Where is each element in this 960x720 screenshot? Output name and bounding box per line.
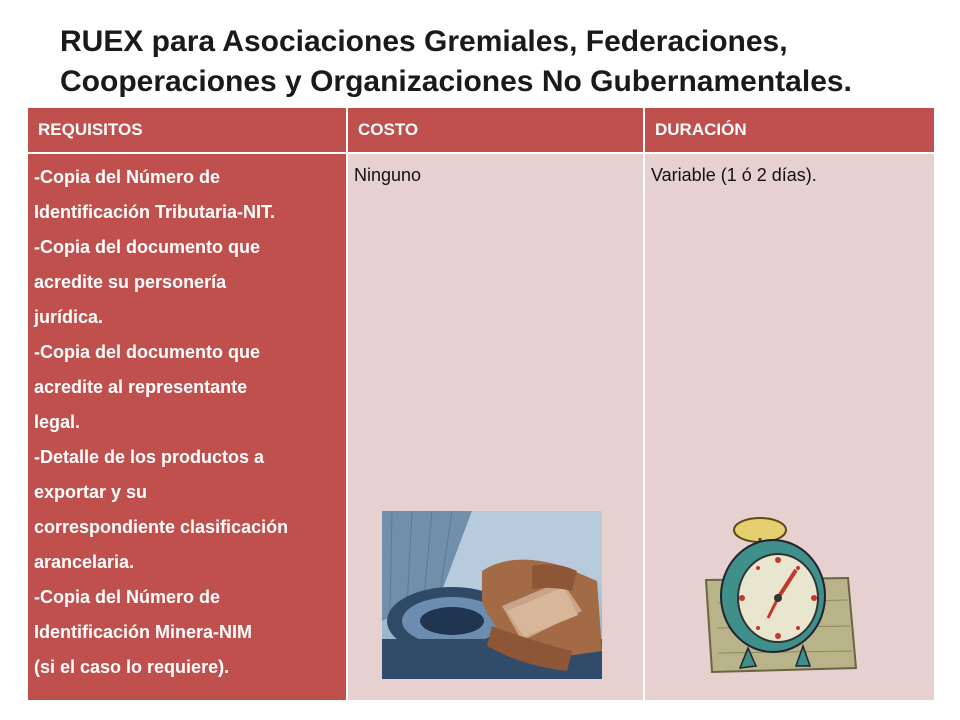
header-requisitos: REQUISITOS <box>28 108 346 152</box>
costo-value: Ninguno <box>354 165 422 185</box>
header-costo: COSTO <box>348 108 643 152</box>
page-title <box>60 22 940 102</box>
requisitos-line: acredite al representante <box>34 377 248 397</box>
title-line-2: Cooperaciones y Organizaciones No Gubernamentales. <box>60 65 852 98</box>
requisitos-line: -Copia del Número de <box>34 587 221 607</box>
requisitos-line: exportar y su <box>34 482 148 502</box>
requisitos-line: legal. <box>34 412 81 432</box>
title-line-1: RUEX para Asociaciones Gremiales, Federaciones, <box>60 25 788 58</box>
alarm-clock-icon <box>698 508 858 676</box>
requisitos-line: correspondiente clasificación <box>34 517 289 537</box>
requisitos-line: -Detalle de los productos a <box>34 447 265 467</box>
requisitos-line: -Copia del documento que <box>34 342 261 362</box>
header-duracion: DURACIÓN <box>645 108 934 152</box>
cell-requisitos <box>28 154 346 700</box>
requisitos-line: -Copia del documento que <box>34 237 261 257</box>
requisitos-line: acredite su personería <box>34 272 227 292</box>
requisitos-line: arancelaria. <box>34 552 135 572</box>
requisitos-line: Identificación Tributaria-NIT. <box>34 202 276 222</box>
requisitos-line: (si el caso lo requiere). <box>34 657 230 677</box>
requisitos-line: jurídica. <box>34 307 104 327</box>
duracion-value: Variable (1 ó 2 días). <box>651 165 817 185</box>
money-photo <box>382 511 602 679</box>
requisitos-line: -Copia del Número de <box>34 167 221 187</box>
requisitos-line: Identificación Minera-NIM <box>34 622 253 642</box>
